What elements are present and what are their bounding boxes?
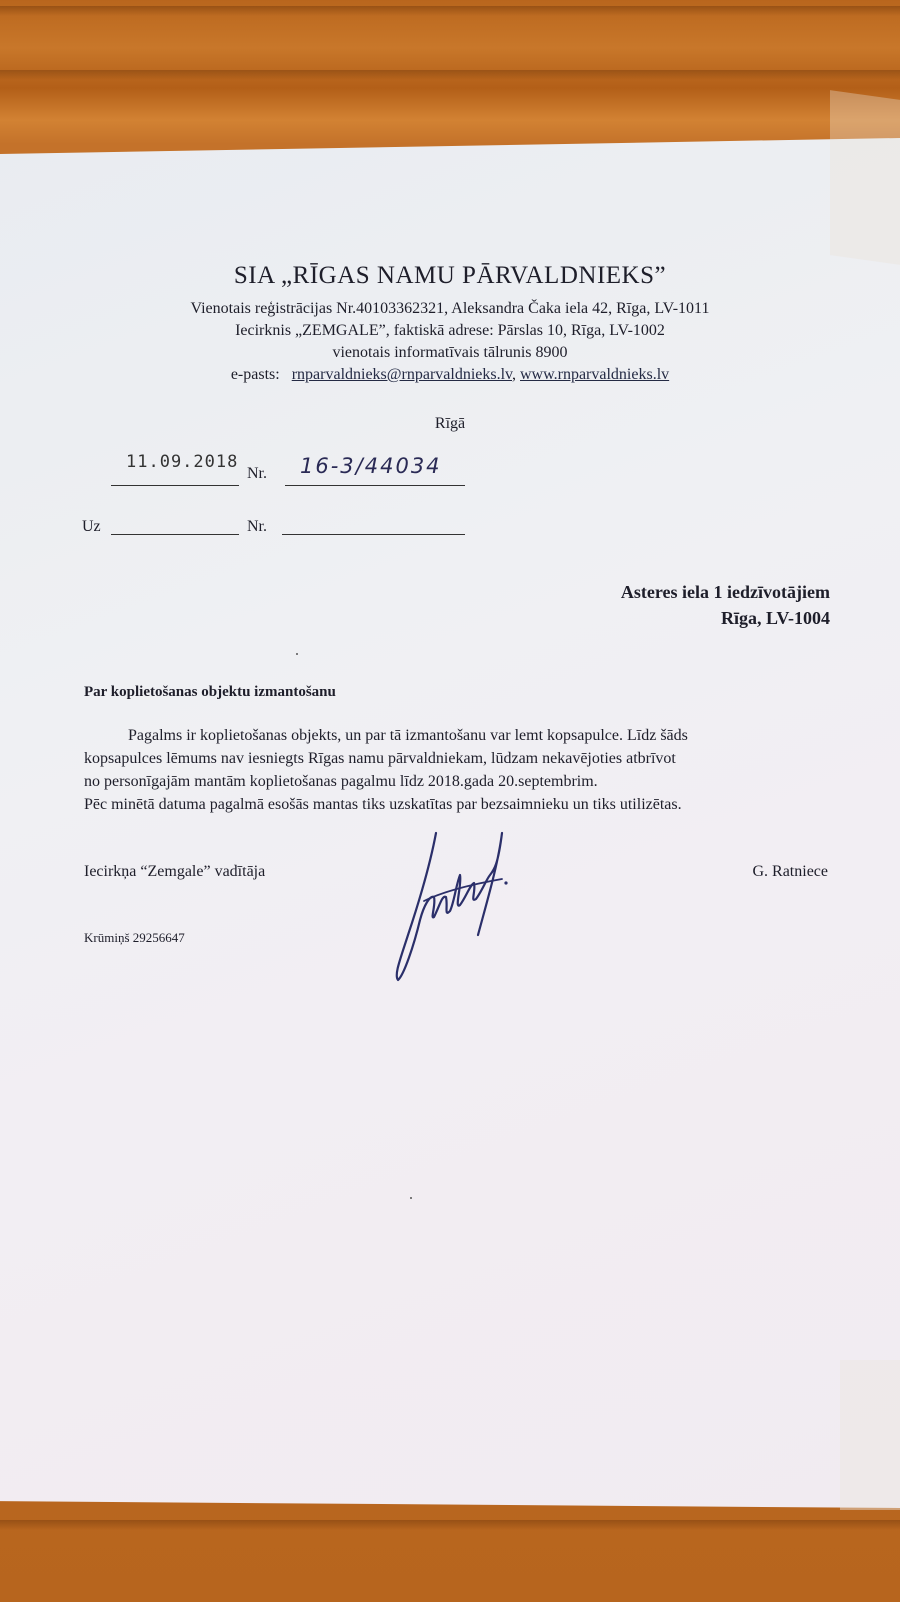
place-of-issue: Rīgā xyxy=(434,415,466,432)
branch-line: Iecirknis „ZEMGALE”, faktiskā adrese: Pārslas 10, Rīga, LV-1002 xyxy=(235,322,665,339)
wood-groove xyxy=(0,70,900,80)
company-title: SIA „RĪGAS NAMU PĀRVALDNIEKS” xyxy=(233,262,667,289)
paper-speck xyxy=(296,653,298,655)
phone-line: vienotais informatīvais tālrunis 8900 xyxy=(332,344,568,361)
to-nr-label: Nr. xyxy=(247,518,267,535)
website-link[interactable]: www.rnparvaldnieks.lv xyxy=(520,366,670,383)
body-line: kopsapulces lēmums nav iesniegts Rīgas namu pārvaldniekam, lūdzam nekavējoties atbrīvot xyxy=(84,750,676,767)
recipient-line-1: Asteres iela 1 iedzīvotājiem xyxy=(620,582,830,602)
letter-subject: Par koplietošanas objektu izmantošanu xyxy=(84,684,336,700)
wood-groove xyxy=(0,6,900,16)
body-line: Pēc minētā datuma pagalmā esošās mantas tiks uzskatītas par bezsaimnieku un tiks utilizētas. xyxy=(84,796,682,813)
number-underline xyxy=(285,485,465,486)
paper-speck xyxy=(410,1197,412,1199)
tape-strip xyxy=(840,1360,900,1510)
email-line xyxy=(0,366,900,384)
date-underline xyxy=(111,485,239,486)
document-date-stamp: 11.09.2018 xyxy=(126,452,239,472)
to-number-underline xyxy=(282,534,465,535)
wood-groove xyxy=(0,1520,900,1530)
signatory-position: Iecirkņa “Zemgale” vadītāja xyxy=(84,863,266,880)
body-line: Pagalms ir koplietošanas objekts, un par tā izmantošanu var lemt kopsapulce. Līdz šāds xyxy=(128,727,688,744)
nr-label: Nr. xyxy=(247,465,267,482)
handwritten-signature xyxy=(390,825,540,990)
document-number-handwritten: 16-3/44034 xyxy=(300,454,442,478)
email-label: e-pasts: xyxy=(230,366,280,383)
to-label: Uz xyxy=(82,518,101,535)
body-line: no personīgajām mantām koplietošanas pagalmu līdz 2018.gada 20.septembrim. xyxy=(84,773,598,790)
registration-line: Vienotais reģistrācijas Nr.40103362321, Aleksandra Čaka iela 42, Rīga, LV-1011 xyxy=(190,300,710,317)
recipient-line-2: Rīga, LV-1004 xyxy=(720,608,830,628)
tape-strip xyxy=(830,90,900,265)
to-date-underline xyxy=(111,534,239,535)
email-link[interactable]: rnparvaldnieks@rnparvaldnieks.lv xyxy=(291,366,512,383)
contact-person: Krūmiņš 29256647 xyxy=(84,930,185,945)
signatory-name: G. Ratniece xyxy=(752,863,828,880)
contact-separator: , xyxy=(512,366,516,383)
